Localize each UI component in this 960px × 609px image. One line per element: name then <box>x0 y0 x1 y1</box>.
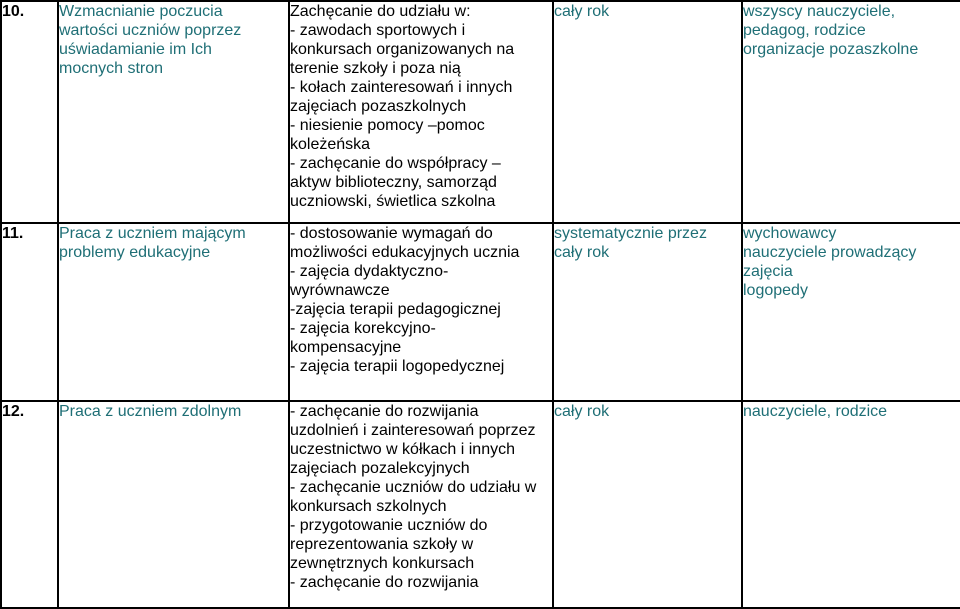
timeframe-cell: cały rok <box>553 1 742 223</box>
row-number: 11. <box>1 223 58 401</box>
activities-cell: Zachęcanie do udziału w: - zawodach sportowych i konkursach organizowanych na terenie szkoły i poza nią - kołach zainteresowań i innych zajęciach pozaszkolnych - niesienie pomocy –pomoc koleżeńska - zachęcanie do współpracy – aktyw biblioteczny, samorząd uczniowski, świetlica szkolna <box>289 1 553 223</box>
row-number: 12. <box>1 401 58 608</box>
row-number: 10. <box>1 1 58 223</box>
activities-cell: - dostosowanie wymagań do możliwości edukacyjnych ucznia - zajęcia dydaktyczno- wyrównawcze -zajęcia terapii pedagogicznej - zajęcia korekcyjno- kompensacyjne - zajęcia terapii logopedycznej <box>289 223 553 401</box>
activities-cell: - zachęcanie do rozwijania uzdolnień i zainteresowań poprzez uczestnictwo w kółkach i innych zajęciach pozalekcyjnych - zachęcanie uczniów do udziału w konkursach szkolnych - przygotowanie uczniów do reprezentowania szkoły w zewnętrznych konkursach - zachęcanie do rozwijania <box>289 401 553 608</box>
table-row <box>1 1 960 223</box>
timeframe-cell: cały rok <box>553 401 742 608</box>
responsible-cell: wszyscy nauczyciele, pedagog, rodzice organizacje pozaszkolne <box>742 1 960 223</box>
task-cell: Praca z uczniem mającym problemy edukacyjne <box>58 223 289 401</box>
task-cell: Praca z uczniem zdolnym <box>58 401 289 608</box>
timeframe-cell: systematycznie przez cały rok <box>553 223 742 401</box>
responsible-cell: wychowawcy nauczyciele prowadzący zajęcia logopedy <box>742 223 960 401</box>
table-row <box>1 401 960 608</box>
table-row <box>1 223 960 401</box>
task-cell: Wzmacnianie poczucia wartości uczniów poprzez uświadamianie im Ich mocnych stron <box>58 1 289 223</box>
responsible-cell: nauczyciele, rodzice <box>742 401 960 608</box>
